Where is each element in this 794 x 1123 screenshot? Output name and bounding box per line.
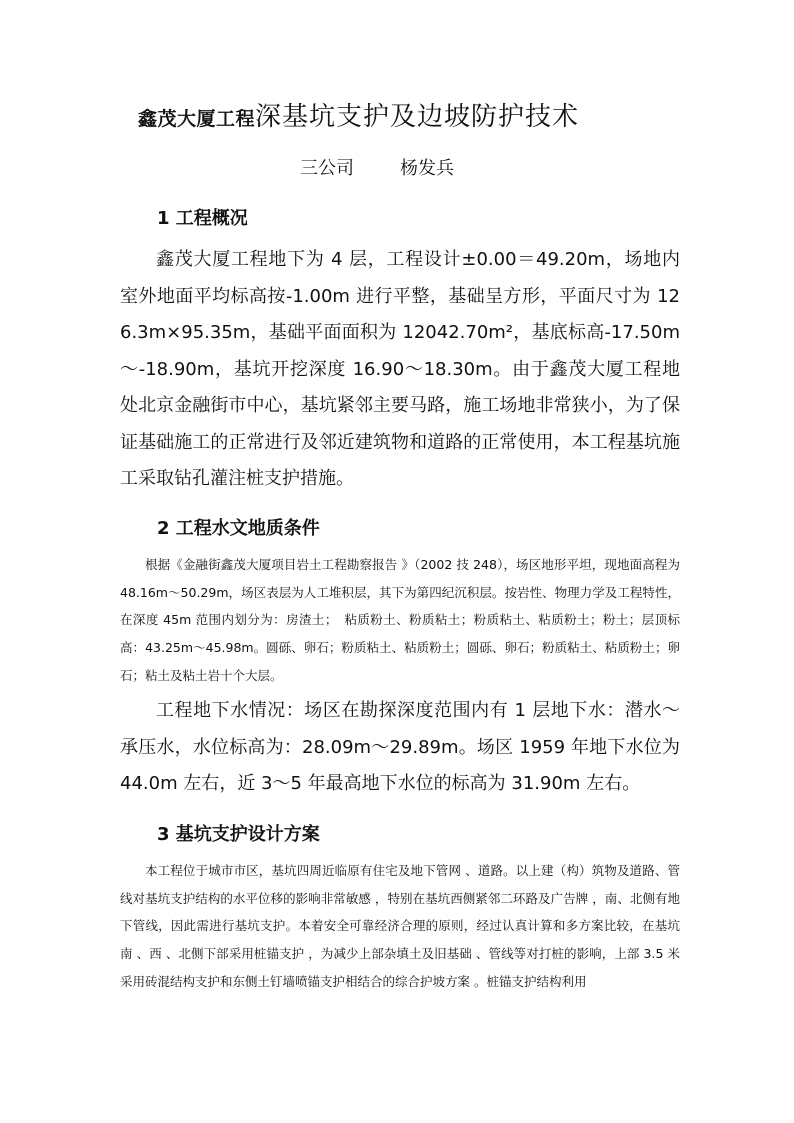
author-company: 三公司: [300, 158, 354, 179]
author-name: 杨发兵: [400, 158, 454, 179]
document-title: [138, 96, 738, 133]
section-2-heading: 2 工程水文地质条件: [157, 518, 320, 539]
section-3-heading: 3 基坑支护设计方案: [157, 824, 320, 845]
section-1-paragraph: 鑫茂大厦工程地下为 4 层，工程设计±0.00＝49.20m，场地内室外地面平均标高按-1.00m 进行平整，基础呈方形，平面尺寸为 126.3m×95.35m，基础平面面积为 12042.70m²，基底标高-17.50m～-18.90m，基坑开挖深度 16.90～18.30m。由于鑫茂大厦工程地处北京金融街市中心，基坑紧邻主要马路，施工场地非常狭小，为了保证基础施工的正常进行及邻近建筑物和道路的正常使用，本工程基坑施工采取钻孔灌注桩支护措施。: [120, 249, 680, 489]
section-2-paragraph: 工程地下水情况：场区在勘探深度范围内有 1 层地下水：潜水～承压水，水位标高为：28.09m～29.89m。场区 1959 年地下水位为 44.0m 左右，近 3～5 年最高地下水位的标高为 31.90m 左右。: [120, 700, 680, 794]
section-1-heading: 1 工程概况: [157, 208, 248, 229]
title-prefix: 鑫茂大厦工程: [138, 108, 256, 130]
section-3-paragraph-small: 本工程位于城市市区，基坑四周近临原有住宅及地下管网 、道路。以上建（构）筑物及道路、管线对基坑支护结构的水平位移的影响非常敏感 ，特别在基坑西侧紧邻二环路及广告牌 ，南、北侧有地下管线，因此需进行基坑支护。本着安全可靠经济合理的原则，经过认真计算和多方案比较，在基坑南 、西 、北侧下部采用桩锚支护 ，为减少上部杂填土及旧基础 、管线等对打桩的影响，上部 3.5 米采用砖混结构支护和东侧土钉墙喷锚支护相结合的综合护坡方案 。桩锚支护结构利用: [120, 863, 680, 989]
section-2-paragraph-small: 根据《金融街鑫茂大厦项目岩土工程勘察报告 》（2002 技 248），场区地形平坦，现地面高程为 48.16m～50.29m，场区表层为人工堆积层，其下为第四纪沉积层。按岩性、物理力学及工程特性，在深度 45m 范围内划分为：房渣土； 粘质粉土、粉质粘土；粉质粘土、粘质粉土；粉土；层顶标高：43.25m～45.98m。圆砾、卵石；粉质粘土、粘质粉土；圆砾、卵石；粉质粘土、粘质粉土；卵石；粘土及粘土岩十个大层。: [120, 557, 680, 683]
title-main: 深基坑支护及边坡防护技术: [255, 102, 580, 132]
